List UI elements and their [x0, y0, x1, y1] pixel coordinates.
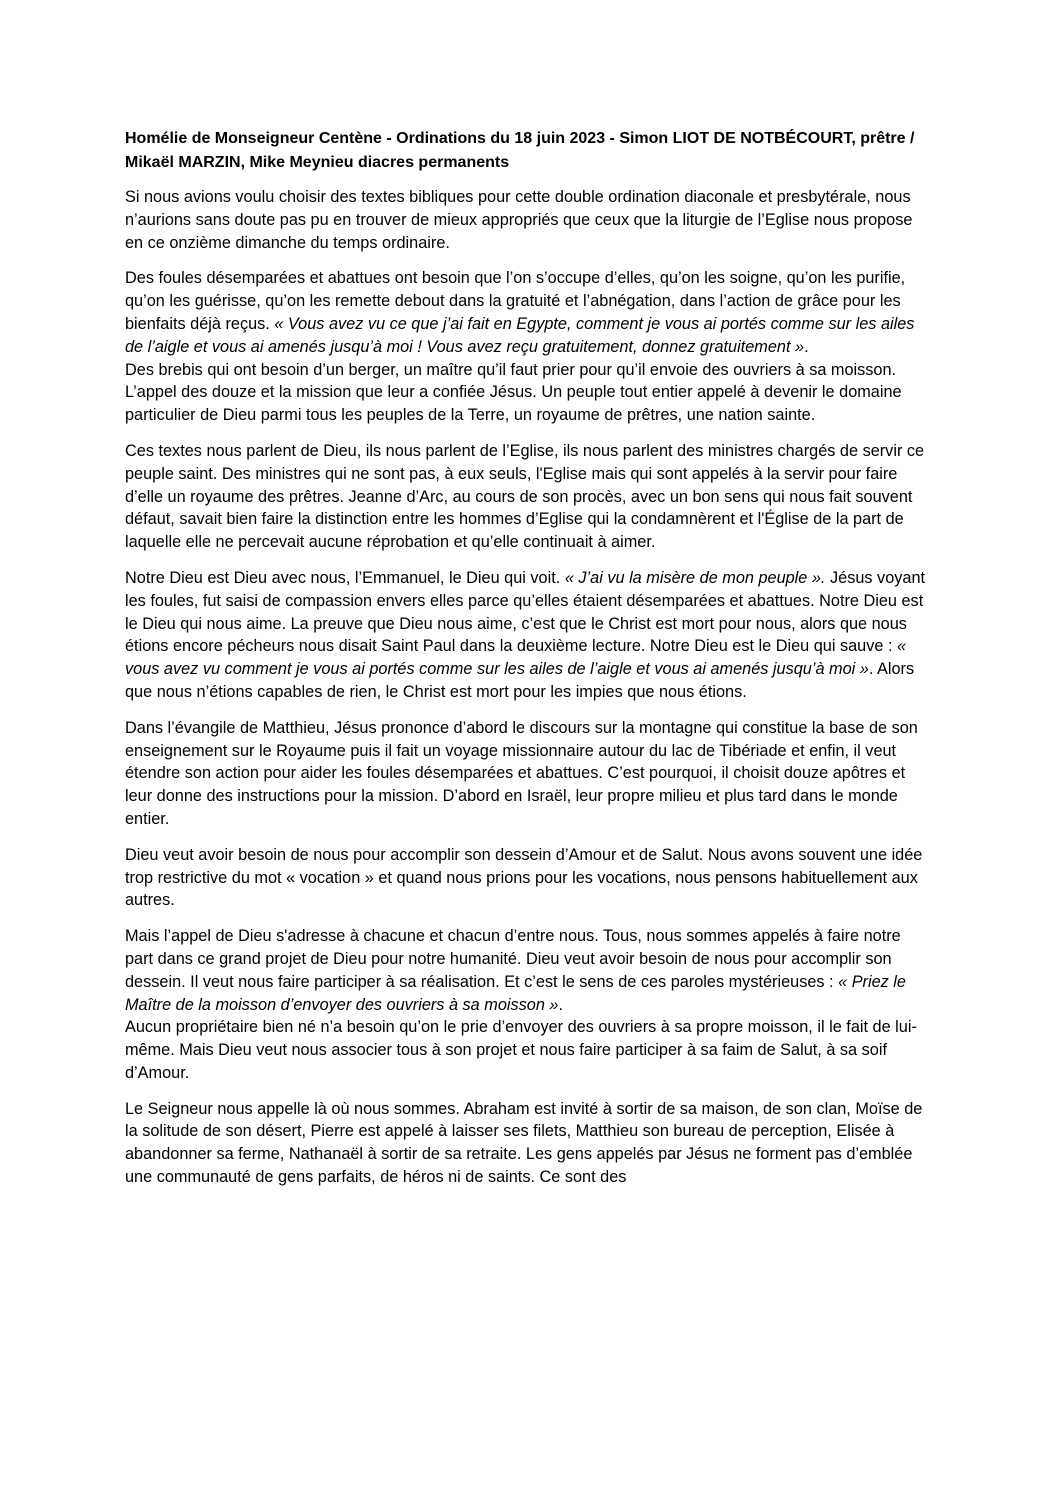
paragraph-9	[125, 925, 931, 1016]
paragraph-2-end: .	[804, 337, 809, 356]
paragraph-6-text-a: Notre Dieu est Dieu avec nous, l’Emmanuel, le Dieu qui voit.	[125, 568, 565, 587]
paragraph-9-quote: « Priez le Maître de la moisson d’envoyer des ouvriers à sa moisson »	[125, 972, 906, 1014]
paragraph-11: Le Seigneur nous appelle là où nous sommes. Abraham est invité à sortir de sa maison, de son clan, Moïse de la solitude de son désert, Pierre est appelé à laisser ses filets, Matthieu son bureau de perception, Elisée à abandonner sa ferme, Nathanaël à sortir de sa retraite. Les gens appelés par Jésus ne forment pas d’emblée une communauté de gens parfaits, de héros ni de saints. Ce sont des	[125, 1099, 923, 1187]
paragraph-2-quote: « Vous avez vu ce que j’ai fait en Egypte, comment je vous ai portés comme sur les ailes de l’aigle et vous ai amenés jusqu’à moi ! Vous avez reçu gratuitement, donnez gratuitement »	[125, 314, 915, 356]
paragraph-5: Ces textes nous parlent de Dieu, ils nous parlent de l’Eglise, ils nous parlent des ministres chargés de servir ce peuple saint. Des ministres qui ne sont pas, à eux seuls, l'Eglise mais qui sont appelés à la servir pour faire d’elle un royaume des prêtres. Jeanne d’Arc, au cours de son procès, avec un bon sens qui nous fait souvent défaut, savait bien faire la distinction entre les hommes d’Eglise qui la condamnèrent et l'Église de la part de laquelle elle ne percevait aucune réprobation et qu’elle continuait à aimer.	[125, 441, 925, 552]
paragraph-8: Dieu veut avoir besoin de nous pour accomplir son dessein d’Amour et de Salut. Nous avons souvent une idée trop restrictive du mot « vocation » et quand nous prions pour les vocations, nous pensons habituellement aux autres.	[125, 845, 923, 910]
paragraph-6-quote-1: « J’ai vu la misère de mon peuple ».	[564, 568, 826, 587]
paragraph-6-text-b: Jésus voyant les foules, fut saisi de compassion envers elles parce qu’elles étaient désemparées et abattues. Notre Dieu est le Dieu qui nous aime. La preuve que Dieu nous aime, c’est que le Christ est mort pour nous, alors que nous étions encore pécheurs nous disait Saint Paul dans la deuxième lecture. Notre Dieu est le Dieu qui sauve :	[125, 568, 926, 656]
document-title: Homélie de Monseigneur Centène - Ordinations du 18 juin 2023 - Simon LIOT DE NOTBÉCOURT, prêtre / Mikaël MARZIN, Mike Meynieu diacres permanents	[125, 130, 915, 171]
paragraph-3: Des brebis qui ont besoin d’un berger, un maître qu’il faut prier pour qu’il envoie des ouvriers à sa moisson.	[125, 360, 897, 379]
paragraph-2	[125, 267, 931, 358]
paragraph-1: Si nous avions voulu choisir des textes bibliques pour cette double ordination diaconale et presbytérale, nous n’aurions sans doute pas pu en trouver de mieux appropriés que ceux que la liturgie de l’Eglise nous propose en ce onzième dimanche du temps ordinaire.	[125, 188, 913, 252]
paragraph-6-quote-2: « vous avez vu comment je vous ai portés comme sur les ailes de l’aigle et vous ai amenés jusqu’à moi »	[125, 637, 907, 679]
paragraph-7: Dans l’évangile de Matthieu, Jésus prononce d’abord le discours sur la montagne qui constitue la base de son enseignement sur le Royaume puis il fait un voyage missionnaire autour du lac de Tibériade et enfin, il veut étendre son action pour aider les foules désemparées et abattues. C’est pourquoi, il choisit douze apôtres et leur donne des instructions pour la mission. D’abord en Israël, leur propre milieu et plus tard dans le monde entier.	[125, 718, 918, 828]
paragraph-4: L’appel des douze et la mission que leur a confiée Jésus. Un peuple tout entier appelé à devenir le domaine particulier de Dieu parmi tous les peuples de la Terre, un royaume de prêtres, une nation sainte.	[125, 383, 902, 425]
paragraph-10: Aucun propriétaire bien né n’a besoin qu’on le prie d’envoyer des ouvriers à sa propre moisson, il le fait de lui-même. Mais Dieu veut nous associer tous à son projet et nous faire participer à sa faim de Salut, à sa soif d’Amour.	[125, 1018, 917, 1082]
paragraph-9-text: Mais l’appel de Dieu s'adresse à chacune et chacun d’entre nous. Tous, nous sommes appelés à faire notre part dans ce grand projet de Dieu pour notre humanité. Dieu veut avoir besoin de nous pour accomplir son dessein. Il veut nous faire participer à sa réalisation. Et c’est le sens de ces paroles mystérieuses :	[125, 927, 901, 991]
document-page	[125, 127, 931, 1202]
paragraph-6-text-c: . Alors que nous n’étions capables de rien, le Christ est mort pour les impies que nous étions.	[125, 660, 915, 701]
paragraph-9-end: .	[558, 995, 563, 1014]
paragraph-6	[125, 567, 931, 704]
paragraph-2-text: Des foules désemparées et abattues ont besoin que l’on s’occupe d’elles, qu’on les soigne, qu’on les purifie, qu’on les guérisse, qu’on les remette debout dans la gratuité et l’abnégation, dans l’action de grâce pour les bienfaits déjà reçus.	[125, 269, 906, 333]
